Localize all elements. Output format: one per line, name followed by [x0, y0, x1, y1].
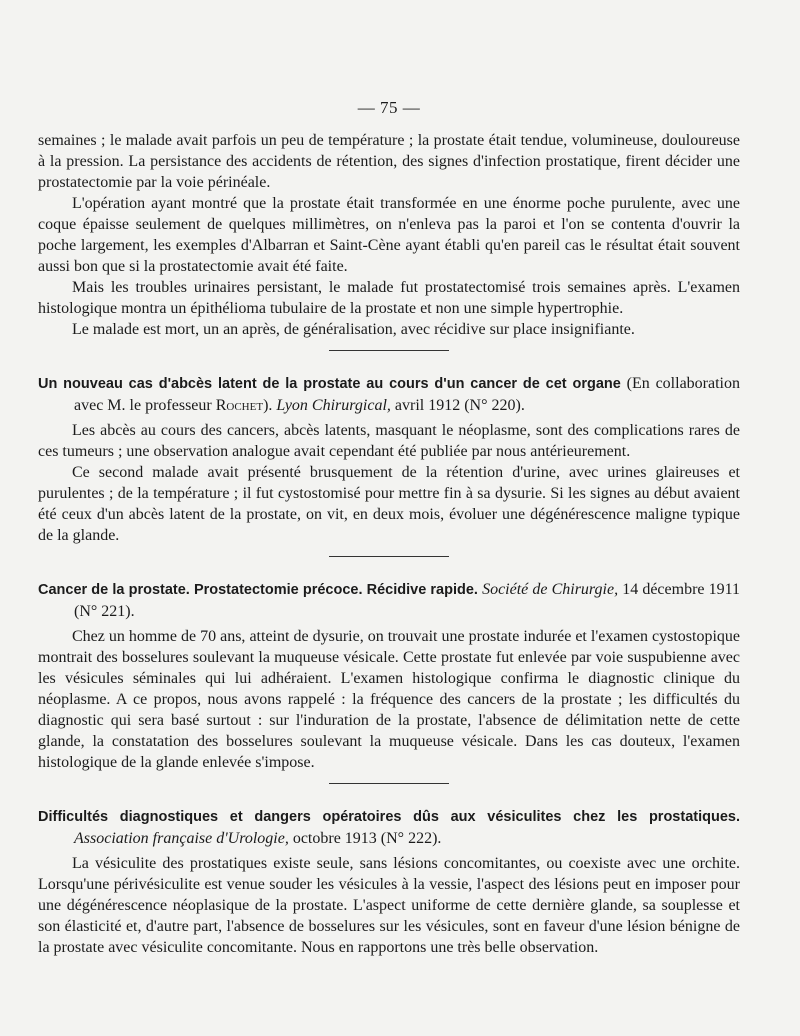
- paragraph: Le malade est mort, un an après, de généralisation, avec récidive sur place insignifiante.: [72, 321, 635, 338]
- entry-title: [38, 373, 740, 416]
- paragraph: Les abcès au cours des cancers, abcès latents, masquant le néoplasme, sont des complications rares de ces tumeurs ; une observation analogue avait cependant été publiée par nous antérieurement.: [38, 422, 740, 460]
- entry-title: [38, 806, 740, 849]
- section-divider: [329, 783, 449, 784]
- entry-reference: octobre 1913 (N° 222).: [288, 830, 442, 847]
- paragraph: Ce second malade avait présenté brusquement de la rétention d'urine, avec urines glaireuses et purulentes ; de la température ; il fut cystostomisé pour mettre fin à sa dysurie. Si les signes au début avaient été ceux d'un abcès latent de la prostate, on vit, en deux mois, évoluer une dégénérescence maligne typique de la glande.: [38, 464, 740, 544]
- entry-author: Rochet: [215, 397, 264, 414]
- entry-reference: avril 1912 (N° 220).: [390, 397, 525, 414]
- entry-title-bold: Cancer de la prostate. Prostatectomie précoce. Récidive rapide.: [38, 582, 478, 598]
- paragraph: semaines ; le malade avait parfois un peu de température ; la prostate était tendue, volumineuse, douloureuse à la pression. La persistance des accidents de rétention, des signes d'infection prostatique, firent décider une prostatectomie par la voie périnéale.: [38, 132, 740, 191]
- intro-section: [38, 130, 740, 340]
- entry-reference: 14 décembre 1911 (N° 221).: [74, 581, 741, 620]
- paragraph: L'opération ayant montré que la prostate était transformée en une énorme poche purulente, avec une coque épaisse seulement de quelques millimètres, on n'enleva pas la paroi et l'on se contenta d'ouvrir la poche largement, les exemples d'Albarran et Saint-Cène ayant établi qu'en pareil cas le résultat était souvent aussi bon que si la prostatectomie avait été faite.: [38, 195, 740, 275]
- paragraph: La vésiculite des prostatiques existe seule, sans lésions concomitantes, ou coexiste avec une orchite. Lorsqu'une périvésiculite est venue souder les vésicules à la vessie, l'aspect des lésions peut en imposer pour une dégénérescence néoplasique de la prostate. L'aspect uniforme de cette dernière glande, sa souplesse et son élasticité et, d'autre part, l'absence de bosselures sur les vésicules, sont en faveur d'une lésion bénigne de la prostate avec vésiculite concomitante. Nous en rapportons une très belle observation.: [38, 855, 740, 956]
- paragraph: Mais les troubles urinaires persistant, le malade fut prostatectomisé trois semaines après. L'examen histologique montra un épithélioma tubulaire de la prostate et non une simple hypertrophie.: [38, 279, 740, 317]
- entry-220: [38, 373, 740, 546]
- entry-222: [38, 806, 740, 958]
- section-divider: [329, 556, 449, 557]
- section-divider: [329, 350, 449, 351]
- entry-title-text: (En collaboration avec M. le professeur: [74, 375, 740, 414]
- entry-221: [38, 579, 740, 773]
- entry-title-text: ).: [263, 397, 277, 414]
- entry-journal: Lyon Chirurgical,: [276, 397, 391, 414]
- paragraph: Chez un homme de 70 ans, atteint de dysurie, on trouvait une prostate indurée et l'examen cystostopique montrait des bosselures soulevant la muqueuse vésicale. Cette prostate fut enlevée par voie suspubienne avec les vésicules séminales qui lui adhéraient. L'examen histologique confirma le diagnostic clinique du néoplasme. A ce propos, nous avons rappelé : la fréquence des cancers de la prostate ; les difficultés du diagnostic qui sera basé surtout : sur l'induration de la prostate, l'absence de délimitation nette de cette glande, la constatation des bosselures soulevant la muqueuse vésicale. Dans les cas douteux, l'examen histologique de la glande enlevée s'impose.: [38, 628, 740, 771]
- entry-title-bold: Difficultés diagnostiques et dangers opératoires dûs aux vésiculites chez les prostatiques.: [38, 809, 740, 825]
- entry-title-bold: Un nouveau cas d'abcès latent de la prostate au cours d'un cancer de cet organe: [38, 376, 621, 392]
- entry-journal: Association française d'Urologie,: [74, 830, 289, 847]
- entry-journal: Société de Chirurgie,: [482, 581, 619, 598]
- page-number: — 75 —: [357, 98, 421, 117]
- entry-title: [38, 579, 740, 622]
